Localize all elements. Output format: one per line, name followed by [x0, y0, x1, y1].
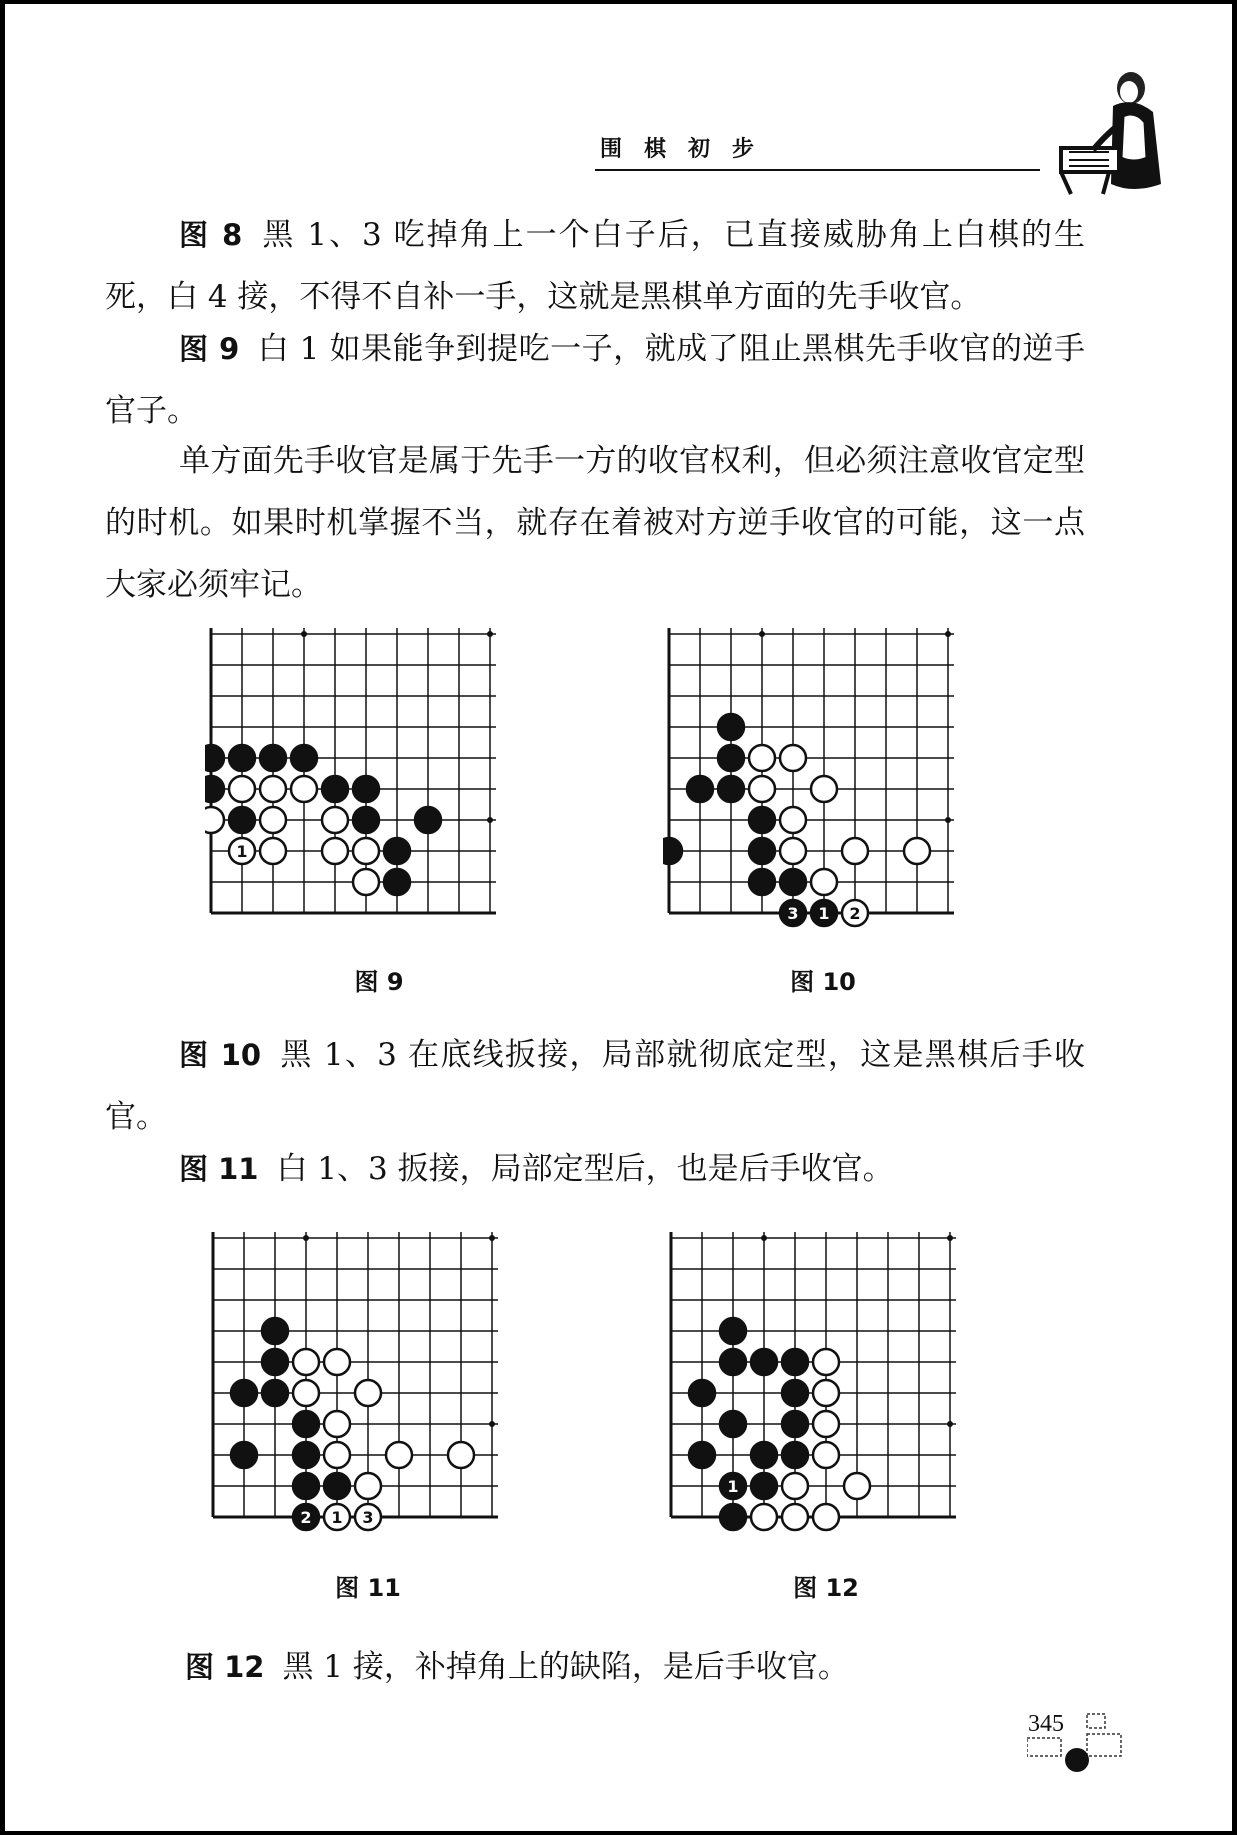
black-stone — [353, 776, 379, 802]
header-title: 围棋初步 — [600, 136, 777, 162]
move-number: 1 — [727, 1477, 739, 1496]
black-stone — [262, 1380, 288, 1406]
white-stone — [813, 1380, 839, 1406]
black-stone — [353, 807, 379, 833]
black-stone — [782, 1442, 808, 1468]
black-stone — [231, 1442, 257, 1468]
diagram-caption: 图 11 — [335, 1574, 401, 1602]
white-stone — [205, 807, 224, 833]
white-stone — [260, 807, 286, 833]
white-stone — [324, 1411, 350, 1437]
black-stone — [324, 1473, 350, 1499]
black-stone — [782, 1411, 808, 1437]
white-stone — [260, 838, 286, 864]
black-stone — [751, 1349, 777, 1375]
white-stone — [260, 776, 286, 802]
white-stone — [293, 1380, 319, 1406]
paragraph-fig8 — [105, 204, 1085, 328]
star-point — [489, 1421, 495, 1427]
star-point — [947, 1421, 953, 1427]
black-stone — [262, 1318, 288, 1344]
paragraph-text: 白 1 如果能争到提吃一子，就成了阻止黑棋先手收官的逆手官子。 — [105, 331, 1085, 429]
white-stone — [842, 838, 868, 864]
black-stone — [718, 714, 744, 740]
white-stone — [353, 838, 379, 864]
black-stone — [229, 807, 255, 833]
black-stone — [780, 869, 806, 895]
white-stone — [293, 1349, 319, 1375]
black-stone — [415, 807, 441, 833]
move-number: 1 — [331, 1508, 343, 1527]
black-stone — [293, 1442, 319, 1468]
white-stone — [324, 1442, 350, 1468]
paragraph-fig9 — [105, 318, 1085, 442]
move-number: 1 — [818, 904, 830, 923]
white-stone — [811, 869, 837, 895]
white-stone — [749, 745, 775, 771]
star-point — [947, 1235, 953, 1241]
book-page — [5, 4, 1232, 1831]
black-stone — [749, 838, 775, 864]
move-number: 2 — [300, 1508, 312, 1527]
paragraph-text: 黑 1 接，补掉角上的缺陷，是后手收官。 — [282, 1649, 849, 1685]
white-stone — [448, 1442, 474, 1468]
black-stone — [718, 776, 744, 802]
white-stone — [229, 776, 255, 802]
paragraph-label: 图 11 — [179, 1152, 259, 1186]
white-stone — [751, 1504, 777, 1530]
paragraph-label: 图 10 — [179, 1038, 262, 1072]
black-stone — [229, 745, 255, 771]
white-stone — [782, 1473, 808, 1499]
go-diagram-9 — [205, 628, 525, 948]
header-rule — [595, 169, 1040, 171]
diagram-caption: 图 12 — [793, 1574, 859, 1602]
star-point — [303, 1235, 309, 1241]
star-point — [945, 631, 951, 637]
white-stone — [355, 1473, 381, 1499]
move-number: 3 — [362, 1508, 374, 1527]
black-stone — [749, 807, 775, 833]
star-point — [489, 1235, 495, 1241]
white-stone — [813, 1411, 839, 1437]
star-point — [301, 631, 307, 637]
go-player-illustration-icon — [1053, 66, 1171, 201]
white-stone — [322, 807, 348, 833]
black-stone — [782, 1380, 808, 1406]
diagram-caption: 图 10 — [790, 968, 856, 996]
black-stone — [751, 1473, 777, 1499]
white-stone — [782, 1504, 808, 1530]
black-stone — [205, 745, 224, 771]
black-stone — [720, 1318, 746, 1344]
black-stone — [205, 776, 224, 802]
paragraph-timing — [105, 430, 1085, 616]
white-stone — [904, 838, 930, 864]
white-stone — [291, 776, 317, 802]
paragraph-fig10 — [105, 1024, 1085, 1148]
paragraph-fig11 — [105, 1138, 1085, 1200]
black-stone — [291, 745, 317, 771]
move-number: 3 — [787, 904, 799, 923]
white-stone — [813, 1504, 839, 1530]
star-point — [487, 817, 493, 823]
paragraph-label: 图 12 — [185, 1650, 265, 1684]
page-number: 345 — [1028, 1711, 1064, 1737]
white-stone — [353, 869, 379, 895]
black-stone — [231, 1380, 257, 1406]
black-stone — [384, 869, 410, 895]
black-stone — [293, 1411, 319, 1437]
black-stone — [720, 1411, 746, 1437]
white-stone — [386, 1442, 412, 1468]
star-point — [759, 631, 765, 637]
move-number: 2 — [849, 904, 861, 923]
star-point — [487, 631, 493, 637]
black-stone — [689, 1380, 715, 1406]
star-point — [945, 817, 951, 823]
diagram-caption: 图 9 — [354, 968, 404, 996]
black-stone — [687, 776, 713, 802]
white-stone — [355, 1380, 381, 1406]
white-stone — [322, 838, 348, 864]
black-stone — [322, 776, 348, 802]
black-stone — [293, 1473, 319, 1499]
black-stone — [262, 1349, 288, 1375]
black-stone — [720, 1349, 746, 1375]
go-diagram-10 — [663, 628, 983, 948]
go-diagram-12 — [665, 1232, 985, 1552]
black-stone — [749, 869, 775, 895]
paragraph-text: 黑 1、3 吃掉角上一个白子后，已直接威胁角上白棋的生死，白 4 接，不得不自补一手，这就是黑棋单方面的先手收官。 — [105, 217, 1086, 315]
paragraph-text: 白 1、3 扳接，局部定型后，也是后手收官。 — [276, 1151, 894, 1187]
paragraph-label: 图 9 — [179, 332, 240, 366]
black-stone — [720, 1504, 746, 1530]
white-stone — [749, 776, 775, 802]
black-stone — [718, 745, 744, 771]
paragraph-text: 黑 1、3 在底线扳接，局部就彻底定型，这是黑棋后手收官。 — [105, 1037, 1086, 1135]
paragraph-fig12 — [105, 1636, 1085, 1698]
black-stone — [751, 1442, 777, 1468]
star-point — [761, 1235, 767, 1241]
white-stone — [813, 1442, 839, 1468]
go-diagram-11 — [207, 1232, 527, 1552]
paragraph-label: 图 8 — [179, 218, 243, 252]
black-stone — [260, 745, 286, 771]
white-stone — [811, 776, 837, 802]
black-stone — [689, 1442, 715, 1468]
black-stone — [782, 1349, 808, 1375]
move-number: 1 — [236, 842, 248, 861]
paragraph-text: 单方面先手收官是属于先手一方的收官权利，但必须注意收官定型的时机。如果时机掌握不当，就存在着被对方逆手收官的可能，这一点大家必须牢记。 — [105, 443, 1085, 603]
black-stone — [384, 838, 410, 864]
white-stone — [780, 838, 806, 864]
white-stone — [780, 745, 806, 771]
white-stone — [844, 1473, 870, 1499]
black-stone — [663, 838, 682, 864]
white-stone — [813, 1349, 839, 1375]
white-stone — [324, 1349, 350, 1375]
white-stone — [780, 807, 806, 833]
